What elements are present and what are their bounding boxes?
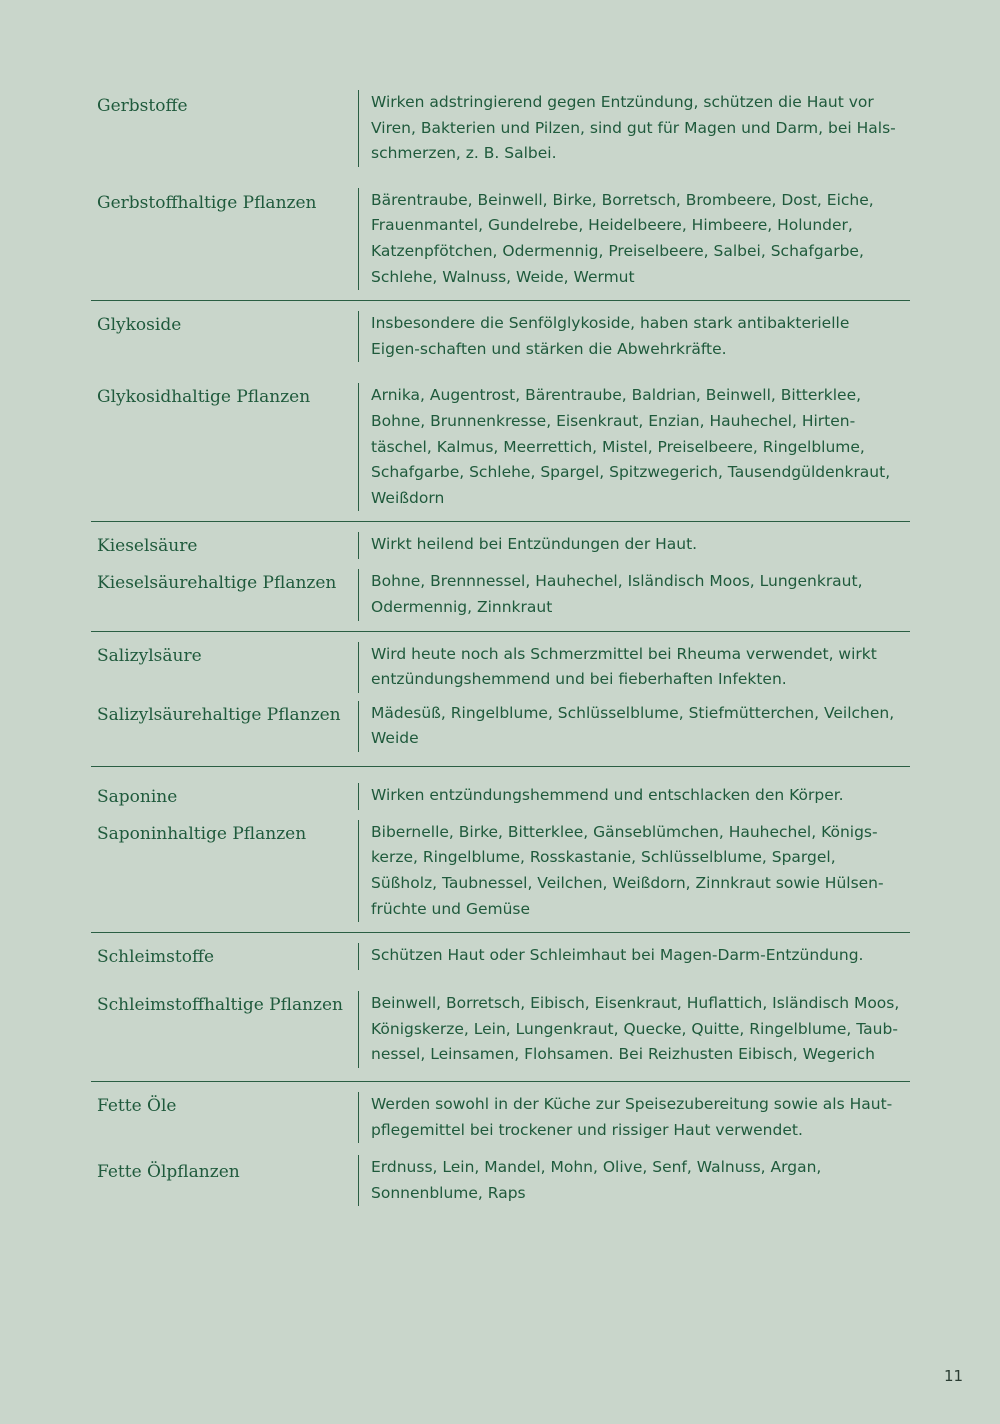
plants-heading: Kieselsäurehaltige Pflanzen [91,569,359,620]
plants-heading: Saponinhaltige Pflanzen [91,820,359,922]
plants-list: Bohne, Brennnessel, Hauhechel, Isländisch Moos, Lungenkraut, Odermennig, Zinnkraut [371,572,863,616]
section-glykoside [91,301,910,522]
section-saponine [91,767,910,933]
section-schleimstoffe [91,933,910,1082]
substance-description: Schützen Haut oder Schleimhaut bei Magen-Darm-Entzündung. [371,946,864,965]
substance-description: Insbesondere die Senfölglykoside, haben stark antibakterielle Eigen-schaften und stärken die Abwehrkräfte. [371,314,850,358]
substance-heading: Salizylsäure [91,642,359,693]
plants-list: Bärentraube, Beinwell, Birke, Borretsch, Brombeere, Dost, Eiche, Frauenmantel, Gundelrebe, Heidelbeere, Himbeere, Holunder, Katzenpfötchen, Odermennig, Preiselbeere, Salbei, Schafgarbe, Schlehe, Walnuss, Weide, Wermut [371,190,874,286]
plants-list: Erdnuss, Lein, Mandel, Mohn, Olive, Senf, Walnuss, Argan, Sonnenblume, Raps [371,1158,822,1202]
substance-description: Wirken entzündungshemmend und entschlacken den Körper. [371,785,844,804]
section-kieselsaeure [91,522,910,631]
plants-heading: Fette Ölpflanzen [91,1155,359,1206]
substance-description: Wirken adstringierend gegen Entzündung, schützen die Haut vor Viren, Bakterien und Pilzen, sind gut für Magen und Darm, bei Hals-schmerzen, z. B. Salbei. [371,93,896,163]
substance-table [91,90,910,1213]
substance-heading: Saponine [91,783,359,810]
plants-heading: Gerbstoffhaltige Pflanzen [91,188,359,290]
substance-heading: Schleimstoffe [91,943,359,970]
plants-list: Beinwell, Borretsch, Eibisch, Eisenkraut, Huflattich, Isländisch Moos, Königskerze, Lein, Lungenkraut, Quecke, Quitte, Ringelblume, Taub-nessel, Leinsamen, Flohsamen. Bei Reizhusten Eibisch, Wegerich [371,994,900,1064]
plants-list: Arnika, Augentrost, Bärentraube, Baldrian, Beinwell, Bitterklee, Bohne, Brunnenkresse, Eisenkraut, Enzian, Hauhechel, Hirten-täschel, Kalmus, Meerrettich, Mistel, Preiselbeere, Ringelblume, Schafgarbe, Schlehe, Spargel, Spitzwegerich, Tausendgüldenkraut, Weißdorn [371,386,891,507]
substance-heading: Glykoside [91,311,359,362]
plants-list: Mädesüß, Ringelblume, Schlüsselblume, Stiefmütterchen, Veilchen, Weide [371,703,895,748]
plants-heading: Schleimstoffhaltige Pflanzen [91,991,359,1068]
section-gerbstoffe [91,90,910,301]
substance-heading: Fette Öle [91,1092,359,1143]
plants-heading: Glykosidhaltige Pflanzen [91,383,359,511]
substance-description: Wird heute noch als Schmerzmittel bei Rheuma verwendet, wirkt entzündungshemmend und bei fieberhaften Infekten. [371,644,877,689]
substance-heading: Kieselsäure [91,532,359,559]
section-fette-oele [91,1082,910,1213]
plants-list: Bibernelle, Birke, Bitterklee, Gänseblümchen, Hauhechel, Königs-kerze, Ringelblume, Rosskastanie, Schlüsselblume, Spargel, Süßholz, Taubnessel, Veilchen, Weißdorn, Zinnkraut sowie Hülsen-früchte und Gemüse [371,822,884,918]
substance-description: Werden sowohl in der Küche zur Speisezubereitung sowie als Haut-pflegemittel bei trockener und rissiger Haut verwendet. [371,1095,893,1139]
page-number: 11 [944,1367,964,1385]
substance-description: Wirkt heilend bei Entzündungen der Haut. [371,535,698,554]
substance-heading: Gerbstoffe [91,90,359,167]
section-salizylsaeure [91,632,910,767]
plants-heading: Salizylsäurehaltige Pflanzen [91,701,359,752]
